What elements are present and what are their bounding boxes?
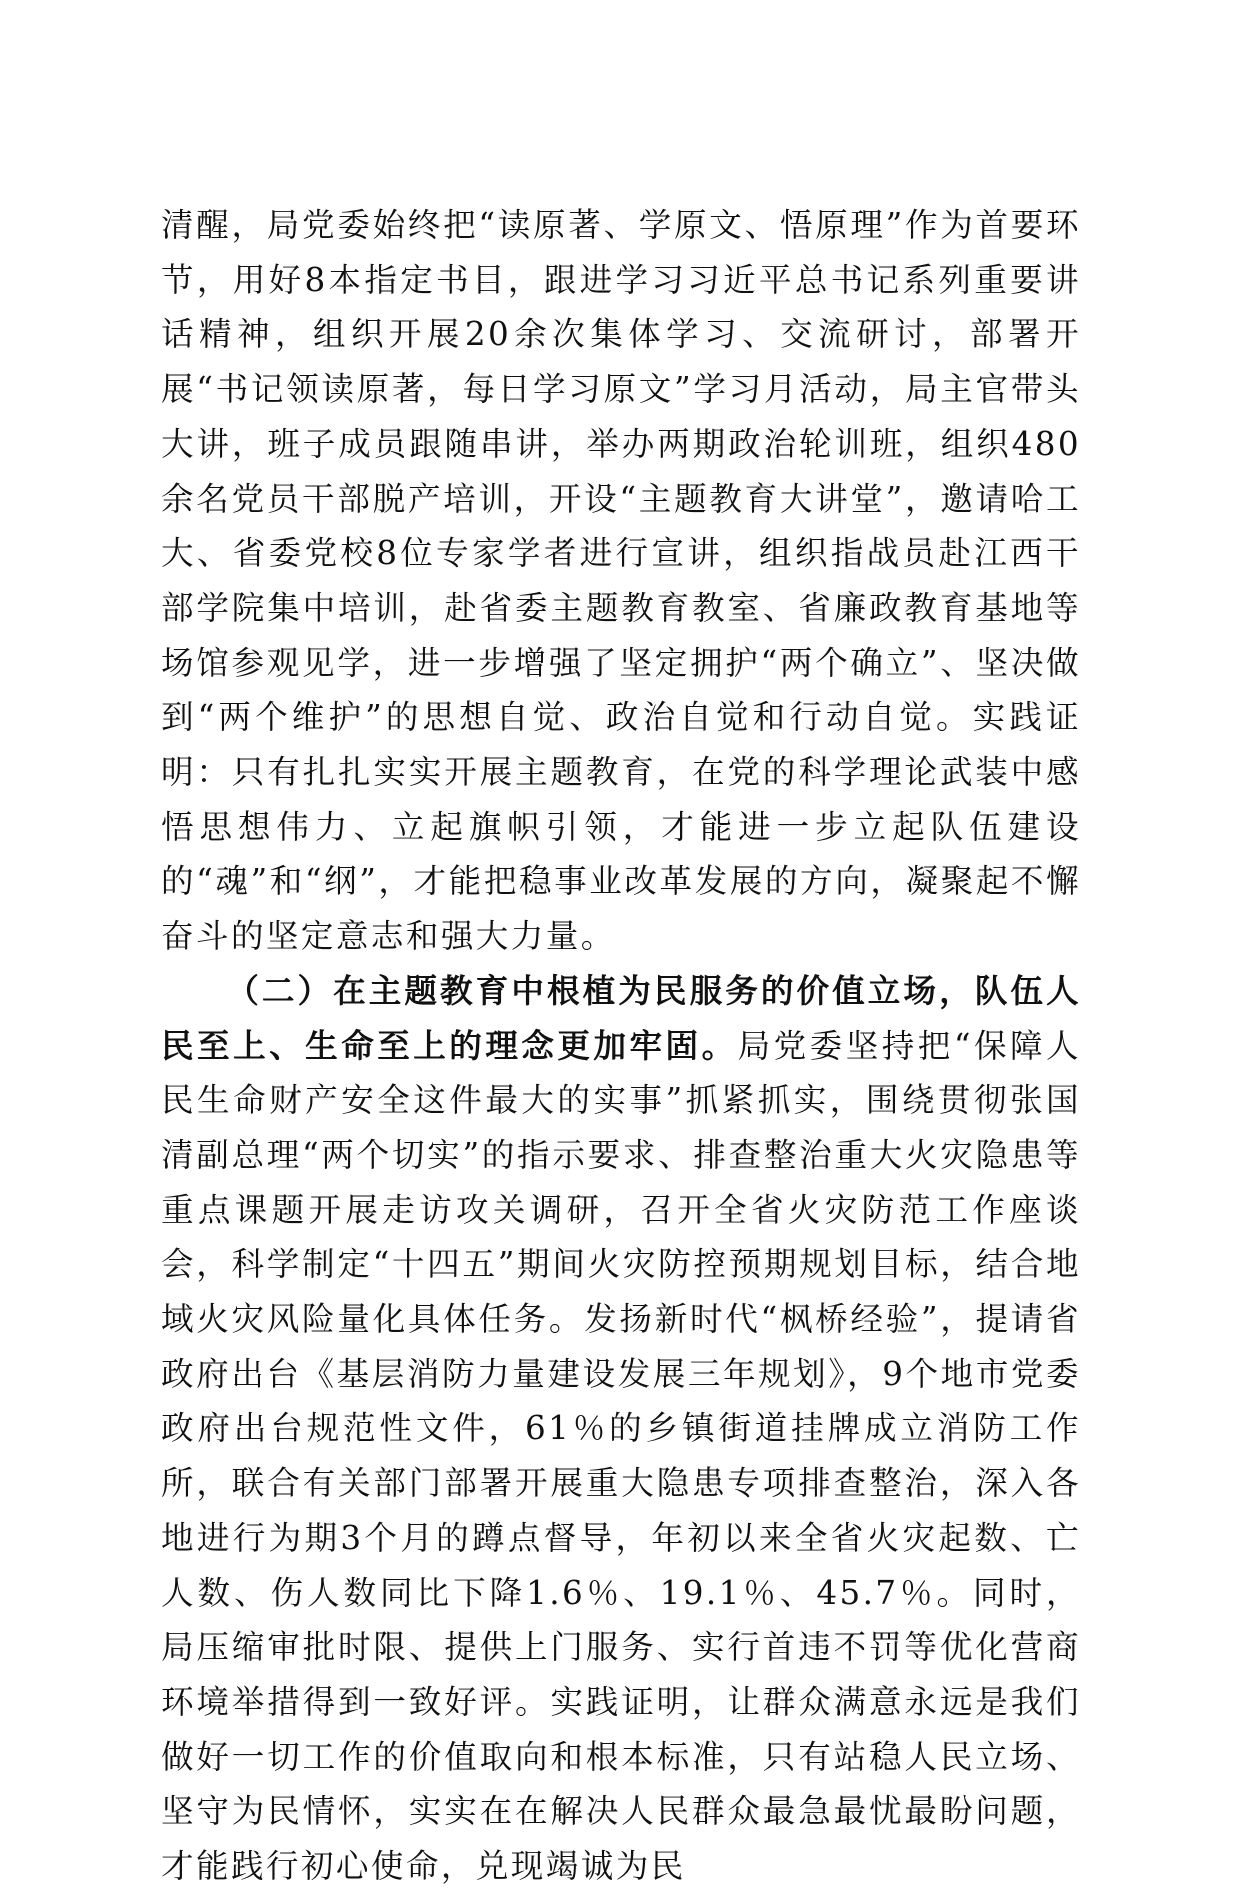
section-two-body: 局党委坚持把“保障人民生命财产安全这件最大的实事”抓紧抓实，围绕贯彻张国清副总理“两个切实”的指示要求、排查整治重大火灾隐患等重点课题开展走访攻关调研，召开全省火灾防范工作座谈会，科学制定“十四五”期间火灾防控预期规划目标，结合地域火灾风险量化具体任务。发扬新时代“枫桥经验”，提请省政府出台《基层消防力量建设发展三年规划》，9个地市党委政府出台规范性文件，61％的乡镇街道挂牌成立消防工作所，联合有关部门部署开展重大隐患专项排查整治，深入各地进行为期3个月的蹲点督导，年初以来全省火灾起数、亡人数、伤人数同比下降1.6％、19.1％、45.7％。同时，局压缩审批时限、提供上门服务、实行首违不罚等优化营商环境举措得到一致好评。实践证明，让群众满意永远是我们做好一切工作的价值取向和根本标准，只有站稳人民立场、坚守为民情怀，实实在在解决人民群众最急最忧最盼问题，才能践行初心使命，兑现竭诚为民 xyxy=(161,1026,1082,1886)
section-two-heading: （二）在主题教育中根植为民服务的价值立场，队伍人民至上、生命至上的理念更加牢固。 xyxy=(161,970,1081,1065)
paragraph-section-two xyxy=(161,964,1081,1894)
document-page xyxy=(161,198,1081,1894)
paragraph-continued: 清醒，局党委始终把“读原著、学原文、悟原理”作为首要环节，用好8本指定书目，跟进学习习近平总书记系列重要讲话精神，组织开展20余次集体学习、交流研讨，部署开展“书记领读原著，每日学习原文”学习月活动，局主官带头大讲，班子成员跟随串讲，举办两期政治轮训班，组织480余名党员干部脱产培训，开设“主题教育大讲堂”，邀请哈工大、省委党校8位专家学者进行宣讲，组织指战员赴江西干部学院集中培训，赴省委主题教育教室、省廉政教育基地等场馆参观见学，进一步增强了坚定拥护“两个确立”、坚决做到“两个维护”的思想自觉、政治自觉和行动自觉。实践证明：只有扎扎实实开展主题教育，在党的科学理论武装中感悟思想伟力、立起旗帜引领，才能进一步立起队伍建设的“魂”和“纲”，才能把稳事业改革发展的方向，凝聚起不懈奋斗的坚定意志和强大力量。 xyxy=(161,206,1081,956)
